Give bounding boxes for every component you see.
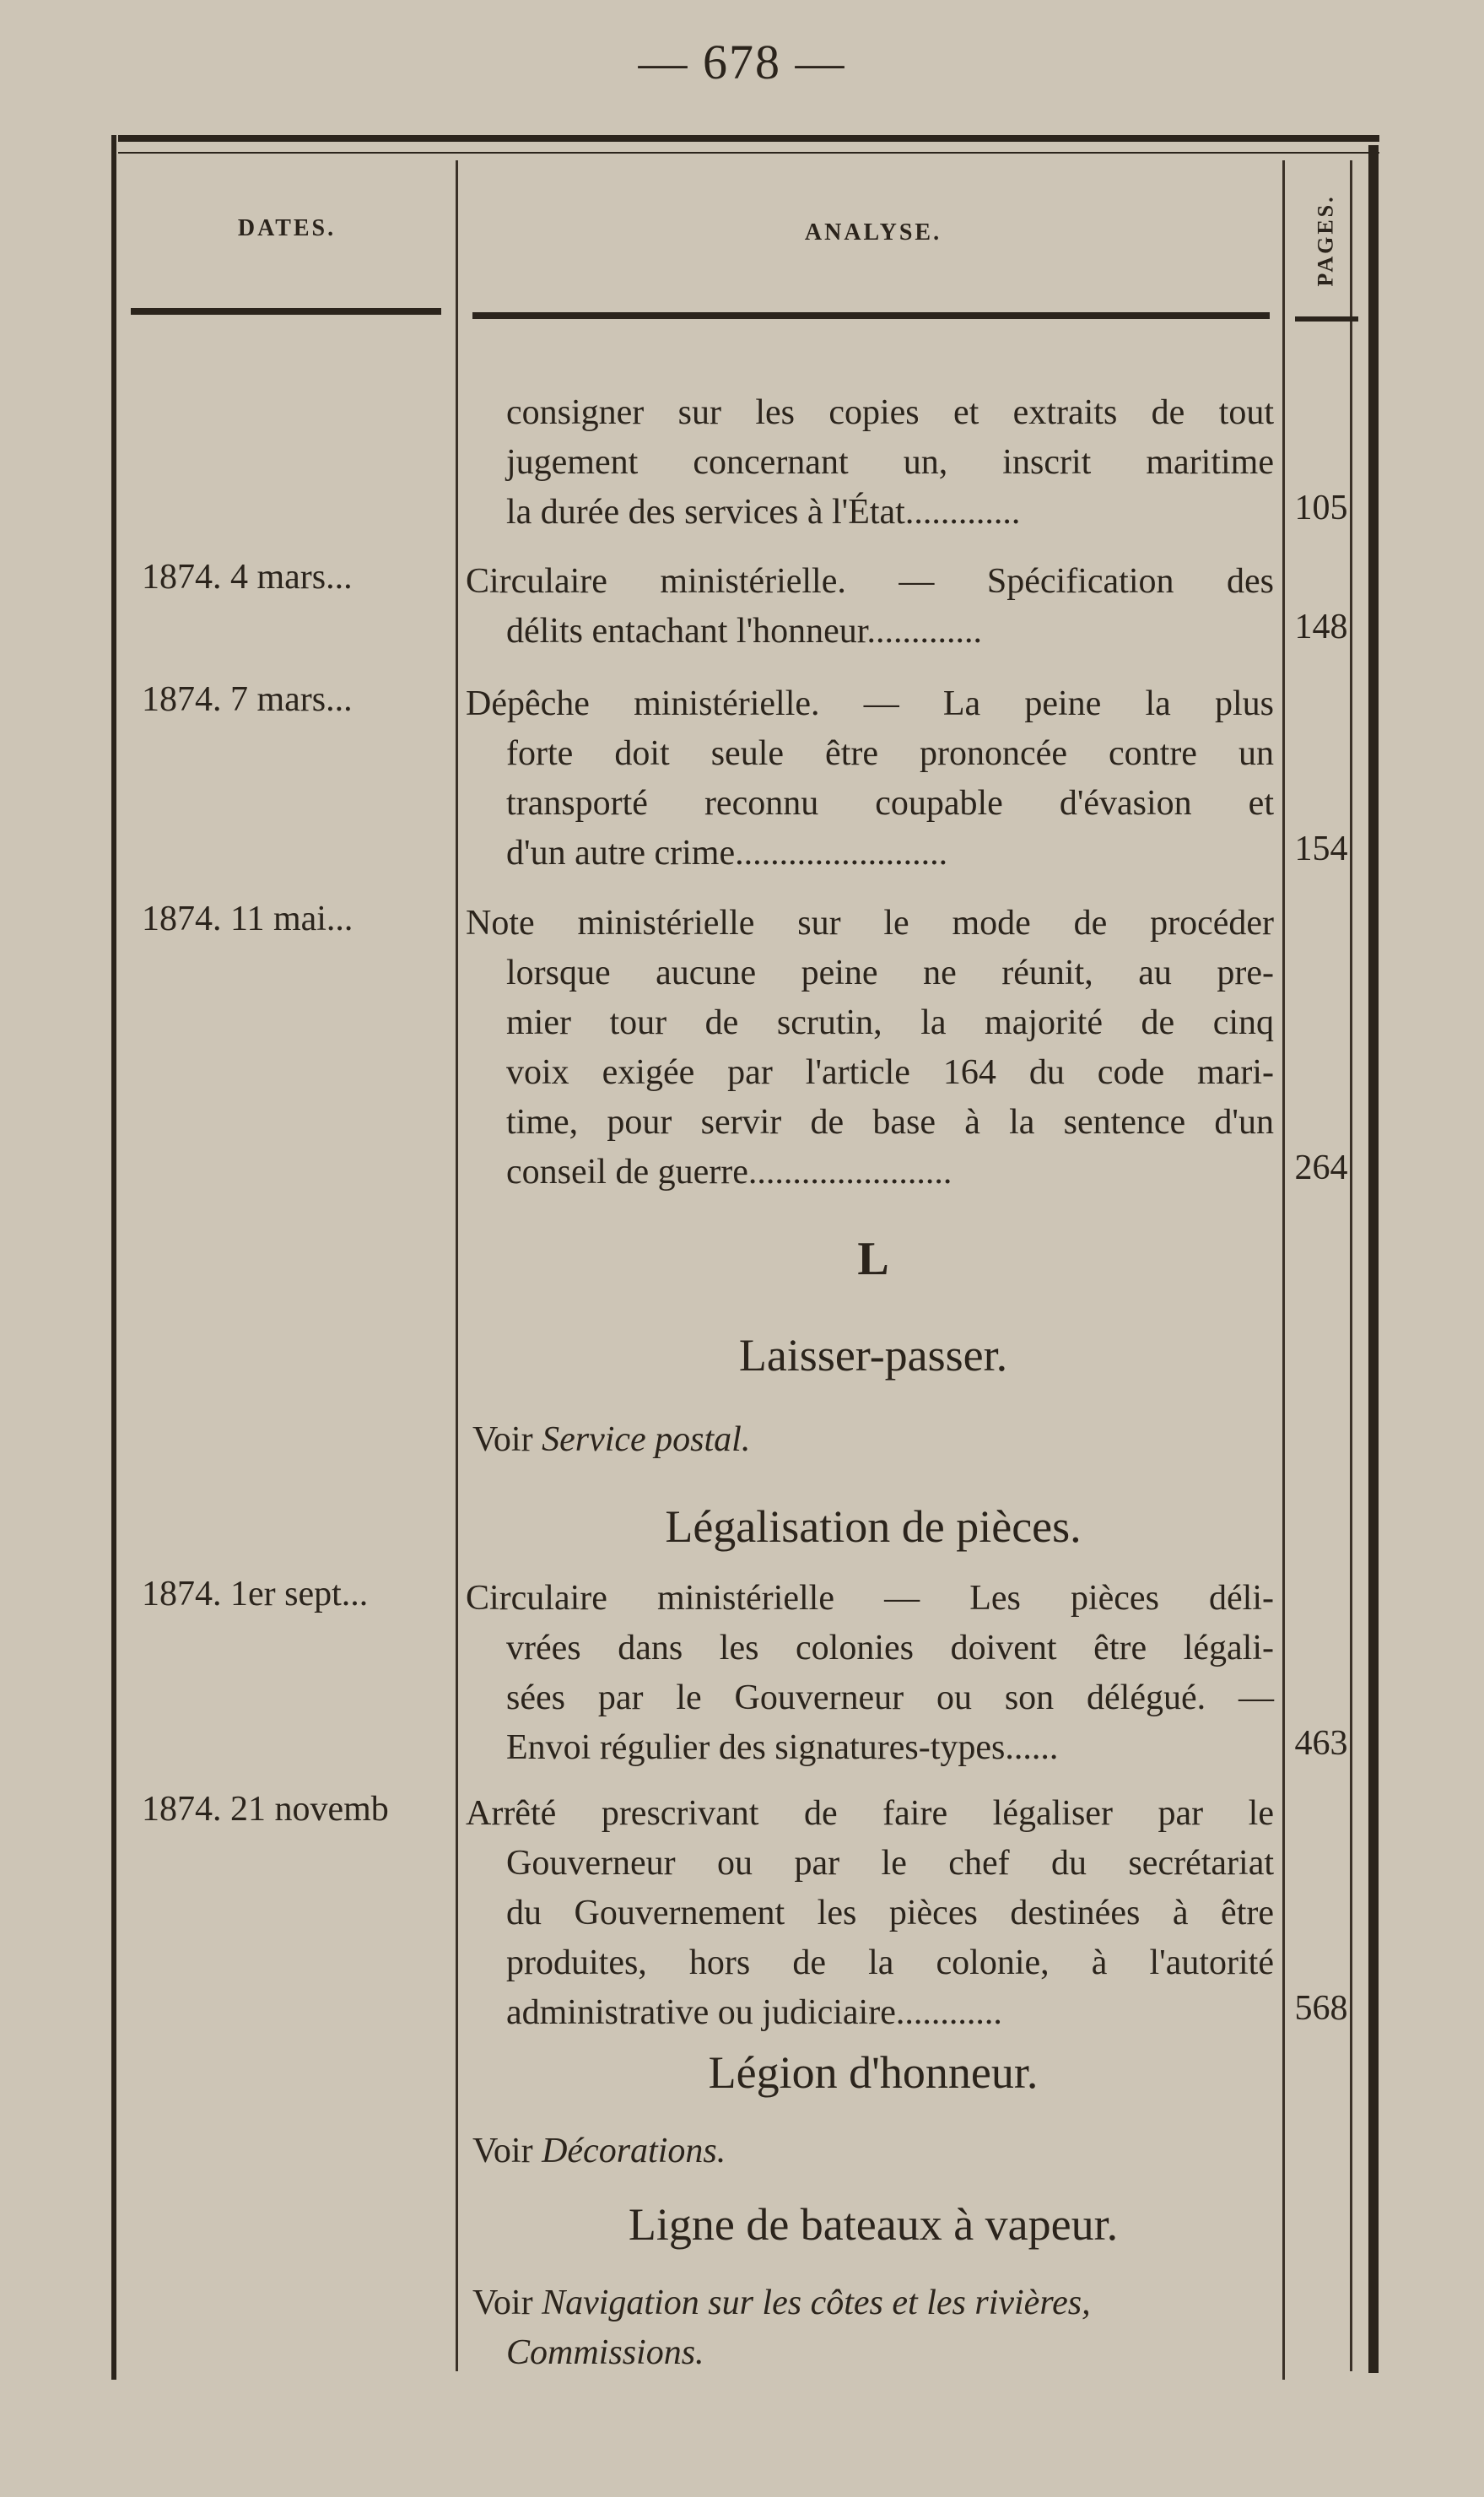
header-rule-pages: [1295, 316, 1358, 322]
analysis-line: la durée des services à l'État.............: [506, 493, 1021, 532]
entry-analysis: [466, 899, 1274, 1197]
header-rule-analyse: [472, 312, 1270, 319]
analysis-line: Circulaire ministérielle — Les pièces déli-: [466, 1579, 1274, 1618]
column-divider-dates: [456, 160, 458, 2371]
analysis-line: forte doit seule être prononcée contre un: [506, 734, 1274, 773]
voir-reference: [472, 1415, 1274, 1465]
analysis-line: Dépêche ministérielle. — La peine la plus: [466, 684, 1274, 723]
header-pages: [1292, 190, 1360, 291]
analysis-line: mier tour de scrutin, la majorité de cinq: [506, 1003, 1274, 1042]
voir-target: Navigation sur les côtes et les rivières,: [542, 2284, 1091, 2322]
analysis-line: transporté reconnu coupable d'évasion et: [506, 784, 1274, 823]
analysis-line: vrées dans les colonies doivent être légali-: [506, 1629, 1274, 1667]
analysis-line: Arrêté prescrivant de faire légaliser par le: [466, 1794, 1274, 1833]
entry-analysis: [466, 557, 1274, 657]
heading-laisser-passer: Laisser-passer.: [738, 1330, 1008, 1381]
entry-date: 1874. 21 novemb: [142, 1790, 389, 1829]
entry-analysis: [472, 388, 1274, 538]
analysis-line: lorsque aucune peine ne réunit, au pre-: [506, 954, 1274, 992]
table-right-border: [1368, 145, 1379, 2373]
analysis-line: délits entachant l'honneur.............: [506, 612, 982, 651]
voir-target: Décorations.: [542, 2132, 726, 2170]
analysis-line: du Gouvernement les pièces destinées à être: [506, 1894, 1274, 1932]
entry-date: 1874. 7 mars...: [142, 680, 353, 719]
column-divider-analyse: [1282, 160, 1285, 2380]
entry-analysis: [466, 1574, 1274, 1773]
analysis-line: conseil de guerre.......................: [506, 1153, 952, 1192]
page-reference: 568: [1294, 1989, 1348, 2028]
heading-ligne-bateaux: Ligne de bateaux à vapeur.: [628, 2199, 1119, 2250]
header-dates: DATES.: [237, 215, 337, 241]
analysis-line: sées par le Gouverneur ou son délégué. —: [506, 1678, 1274, 1717]
page-reference: 148: [1294, 608, 1348, 646]
page-reference: 264: [1294, 1149, 1348, 1187]
header-rule-dates: [131, 308, 441, 315]
heading-legion-honneur: Légion d'honneur.: [708, 2047, 1039, 2098]
page-reference: 105: [1294, 489, 1348, 527]
entry-analysis: [466, 1789, 1274, 2038]
analysis-line: voix exigée par l'article 164 du code mari-: [506, 1053, 1274, 1092]
analysis-line: d'un autre crime........................: [506, 834, 948, 873]
entry-date: 1874. 1er sept...: [142, 1575, 369, 1613]
analysis-line: administrative ou judiciaire............: [506, 1993, 1002, 2032]
header-analyse: ANALYSE.: [804, 219, 942, 246]
voir-reference: [472, 2278, 1274, 2378]
entry-date: 1874. 11 mai...: [142, 900, 353, 938]
entry-analysis: [466, 679, 1274, 878]
analysis-line: produites, hors de la colonie, à l'autorité: [506, 1943, 1274, 1982]
header-pages-label: PAGES.: [1314, 194, 1339, 287]
page-number: — 678 —: [638, 35, 846, 89]
analysis-line: jugement concernant un, inscrit maritime: [506, 443, 1274, 482]
voir-reference: [472, 2127, 1274, 2176]
voir-word: Voir: [472, 2132, 533, 2170]
analysis-line: Gouverneur ou par le chef du secrétariat: [506, 1844, 1274, 1883]
heading-legalisation: Légalisation de pièces.: [665, 1501, 1082, 1552]
analysis-line: time, pour servir de base à la sentence d'un: [506, 1103, 1274, 1142]
voir-word: Voir: [472, 1420, 533, 1459]
voir-word: Voir: [472, 2284, 533, 2322]
page-reference: 463: [1294, 1724, 1348, 1763]
section-letter: L: [857, 1233, 889, 1285]
analysis-line: Note ministérielle sur le mode de procéder: [466, 904, 1274, 943]
analysis-line: consigner sur les copies et extraits de tout: [506, 393, 1274, 432]
page-reference: 154: [1294, 830, 1348, 868]
entry-date: 1874. 4 mars...: [142, 558, 353, 597]
voir-target-continued: Commissions.: [506, 2333, 704, 2372]
analysis-line: Envoi régulier des signatures-types......: [506, 1728, 1059, 1767]
voir-target: Service postal.: [542, 1420, 751, 1459]
analysis-line: Circulaire ministérielle. — Spécification des: [466, 562, 1274, 601]
